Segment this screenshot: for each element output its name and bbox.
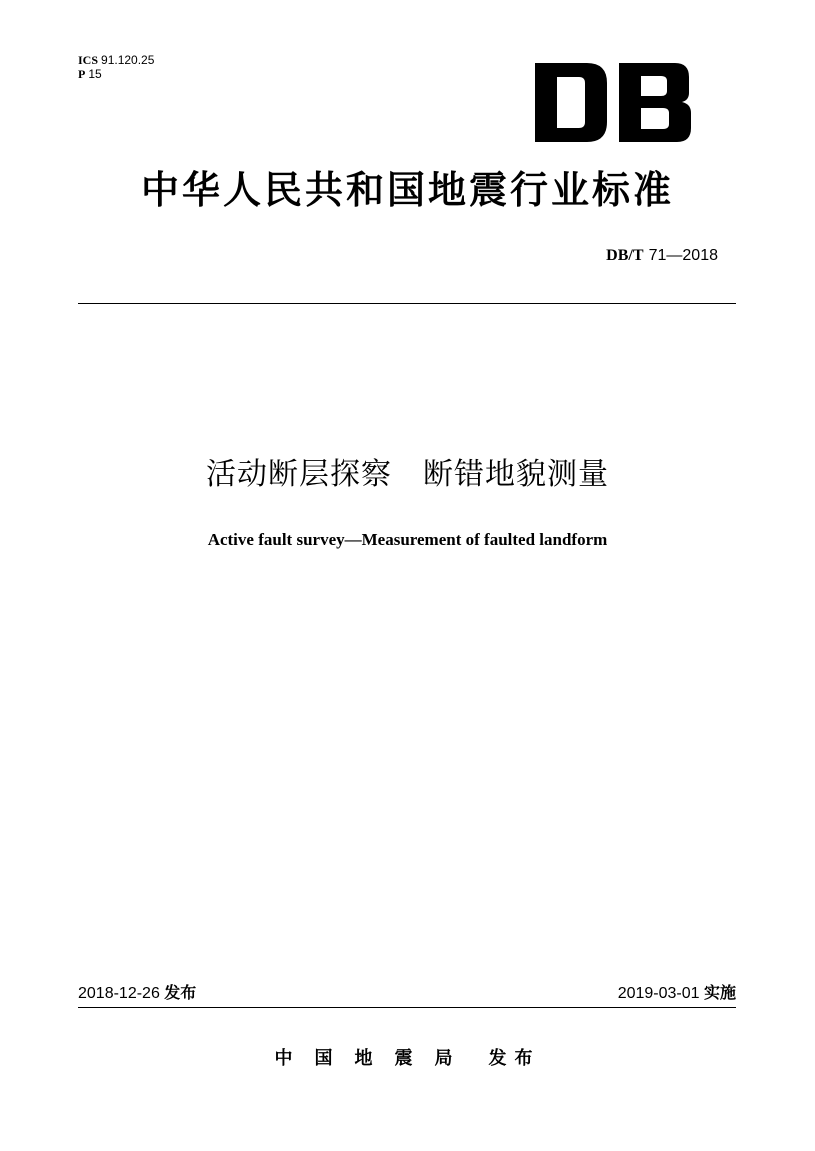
header-divider xyxy=(78,303,736,304)
ccs-line xyxy=(78,67,154,81)
db-logo-letter-d xyxy=(535,63,607,142)
document-title-cn: 活动断层探察 断错地貌测量 xyxy=(206,457,609,492)
db-logo-letter-b xyxy=(619,63,691,142)
publisher-action: 发布 xyxy=(488,1048,541,1069)
effective-date-label: 实施 xyxy=(703,983,736,1002)
standard-code-number: 71—2018 xyxy=(648,247,718,264)
org-title: 中华人民共和国地震行业标准 xyxy=(140,168,674,212)
document-title-en: Active fault survey—Measurement of faulted landform xyxy=(207,530,608,549)
standard-code-prefix: DB/T xyxy=(606,247,644,264)
ics-line xyxy=(78,53,154,67)
effective-date-value: 2019-03-01 xyxy=(617,985,700,1002)
ccs-value: 15 xyxy=(88,67,102,81)
ccs-label: P xyxy=(78,67,86,81)
ics-label: ICS xyxy=(78,53,99,67)
effective-date xyxy=(618,983,736,1004)
db-logo xyxy=(535,63,691,142)
issue-date-value: 2018-12-26 xyxy=(78,985,160,1002)
ics-value: 91.120.25 xyxy=(101,53,155,67)
footer-divider xyxy=(78,1007,736,1008)
issue-date-label: 发布 xyxy=(164,983,197,1002)
publisher xyxy=(0,1046,815,1072)
publisher-name: 中国地震局 xyxy=(274,1048,475,1069)
classification-block xyxy=(78,53,154,81)
issue-date xyxy=(78,983,196,1004)
standard-code xyxy=(606,245,718,266)
